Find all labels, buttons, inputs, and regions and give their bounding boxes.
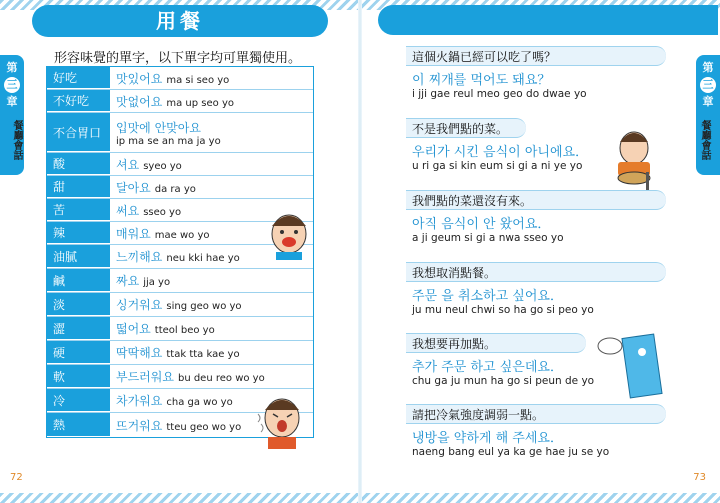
phrase-korean: 이 찌개를 먹어도 돼요？ <box>412 73 551 88</box>
vocab-romanization: sing geo wo yo <box>166 301 242 312</box>
vocab-korean: 차가워요 <box>116 394 163 408</box>
vocab-row <box>47 341 313 365</box>
vocab-romanization: sseo yo <box>143 206 182 218</box>
phrase-block <box>406 190 666 244</box>
vocab-korean: 맛있어요 <box>116 71 163 86</box>
chapter-number: 三 <box>700 77 716 93</box>
page-title: 用餐 <box>32 5 328 37</box>
vocab-chinese: 軟 <box>47 365 110 388</box>
phrase-korean: 냉방을 약하게 해 주세요． <box>412 431 563 446</box>
page-number-right: 73 <box>693 472 706 483</box>
vocab-row <box>47 269 313 293</box>
vocab-korean: 뜨거워요 <box>116 418 163 433</box>
vocab-romanization: da ra yo <box>154 183 196 195</box>
vocab-chinese: 油膩 <box>47 245 110 268</box>
vocab-romanization: bu deu reo wo yo <box>177 373 265 384</box>
phrase-romanization: naeng bang eul ya ka ge hae ju se yo <box>412 446 610 458</box>
vocab-row <box>47 176 313 199</box>
phrase-block <box>406 46 666 100</box>
chapter-section-left <box>4 120 28 160</box>
vocab-korean: 맛없어요 <box>116 94 163 109</box>
phrase-romanization: a ji geum si gi a nwa sseo yo <box>412 232 564 244</box>
vocab-row <box>47 113 313 153</box>
vocab-romanization: tteu geo wo yo <box>166 421 242 433</box>
vocab-chinese: 澀 <box>47 317 110 340</box>
phrase-korean: 아직 음식이 안 왔어요． <box>412 217 551 232</box>
vocab-chinese: 苦 <box>47 199 110 221</box>
phrase-korean: 추가 주문 하고 싶은데요． <box>412 360 563 375</box>
vocab-romanization: cha ga wo yo <box>166 397 233 408</box>
waiting-diner-cartoon <box>608 128 660 190</box>
menu-book-cartoon <box>596 330 666 402</box>
vocab-romanization: tteol beo yo <box>154 325 215 336</box>
vocab-korean: 달아요 <box>116 180 151 195</box>
vocab-row <box>47 153 313 176</box>
vocab-row <box>47 293 313 317</box>
chapter-suffix: 章 <box>702 95 714 108</box>
vocab-romanization: jja yo <box>143 277 171 288</box>
chapter-prefix: 第 <box>702 61 714 74</box>
vocab-romanization: mae wo yo <box>154 229 210 241</box>
vocab-chinese: 鹹 <box>47 269 110 292</box>
vocab-korean: 딱딱해요 <box>116 346 163 360</box>
vocab-korean: 입맛에 안맞아요 <box>116 120 201 135</box>
vocab-korean: 짜요 <box>116 274 140 288</box>
book-spine <box>358 0 362 503</box>
chapter-suffix: 章 <box>6 95 18 108</box>
vocab-chinese: 硬 <box>47 341 110 364</box>
chapter-section-right <box>692 120 716 160</box>
vocab-row <box>47 317 313 341</box>
vocab-romanization: ma si seo yo <box>166 74 230 86</box>
chapter-section-label: 餐廳會話 <box>699 120 710 160</box>
vocab-chinese: 淡 <box>47 293 110 316</box>
vocab-korean: 느끼해요 <box>116 250 163 264</box>
phrase-block <box>406 404 666 458</box>
vocab-chinese: 甜 <box>47 176 110 198</box>
phrase-chinese: 這個火鍋已經可以吃了嗎？ <box>406 46 666 66</box>
vocab-romanization: ma up seo yo <box>166 97 234 109</box>
vocab-row <box>47 67 313 90</box>
phrase-romanization: i jji gae reul meo geo do dwae yo <box>412 88 587 100</box>
vocab-chinese: 好吃 <box>47 67 110 89</box>
phrase-block <box>406 262 666 316</box>
hot-face-cartoon <box>256 392 306 450</box>
vocab-korean: 싱거워요 <box>116 298 163 312</box>
header-bar-right <box>378 5 718 35</box>
vocab-romanization: neu kki hae yo <box>166 253 240 264</box>
phrase-romanization: u ri ga si kin eum si gi a ni ye yo <box>412 160 583 172</box>
phrase-chinese: 我想要再加點。 <box>406 333 586 353</box>
vocab-korean: 떫어요 <box>116 322 151 336</box>
chapter-section-label: 餐廳會話 <box>11 120 22 160</box>
vocab-chinese: 酸 <box>47 153 110 175</box>
phrase-chinese: 請把冷氣強度調弱一點。 <box>406 404 666 424</box>
vocab-chinese: 不合胃口 <box>47 113 110 152</box>
phrase-korean: 우리가 시킨 음식이 아니에요． <box>412 145 589 160</box>
vocab-chinese: 熱 <box>47 413 110 437</box>
phrase-chinese: 不是我們點的菜。 <box>406 118 526 138</box>
page-number-left: 72 <box>10 472 23 483</box>
vocab-chinese: 不好吃 <box>47 90 110 112</box>
vocab-chinese: 辣 <box>47 222 110 244</box>
vocab-romanization: syeo yo <box>143 160 182 172</box>
phrase-romanization: chu ga ju mun ha go si peun de yo <box>412 375 595 387</box>
vocab-korean: 매워요 <box>116 226 151 241</box>
intro-text: 形容味覺的單字，以下單字均可單獨使用。 <box>54 51 302 66</box>
vocab-chinese: 冷 <box>47 389 110 412</box>
phrase-korean: 주문 을 취소하고 싶어요． <box>412 289 563 304</box>
vocab-row <box>47 90 313 113</box>
spicy-face-cartoon <box>266 208 312 260</box>
vocab-korean: 부드러워요 <box>116 370 174 384</box>
vocab-romanization: ttak tta kae yo <box>166 349 240 360</box>
chapter-prefix: 第 <box>6 61 18 74</box>
phrase-romanization: ju mu neul chwi so ha go si peo yo <box>412 304 594 316</box>
chapter-number: 三 <box>4 77 20 93</box>
vocab-korean: 써요 <box>116 203 140 218</box>
phrase-chinese: 我想取消點餐。 <box>406 262 666 282</box>
vocab-romanization: ip ma se an ma ja yo <box>116 135 221 147</box>
phrase-chinese: 我們點的菜還沒有來。 <box>406 190 666 210</box>
vocab-row <box>47 365 313 389</box>
vocab-korean: 셔요 <box>116 157 140 172</box>
